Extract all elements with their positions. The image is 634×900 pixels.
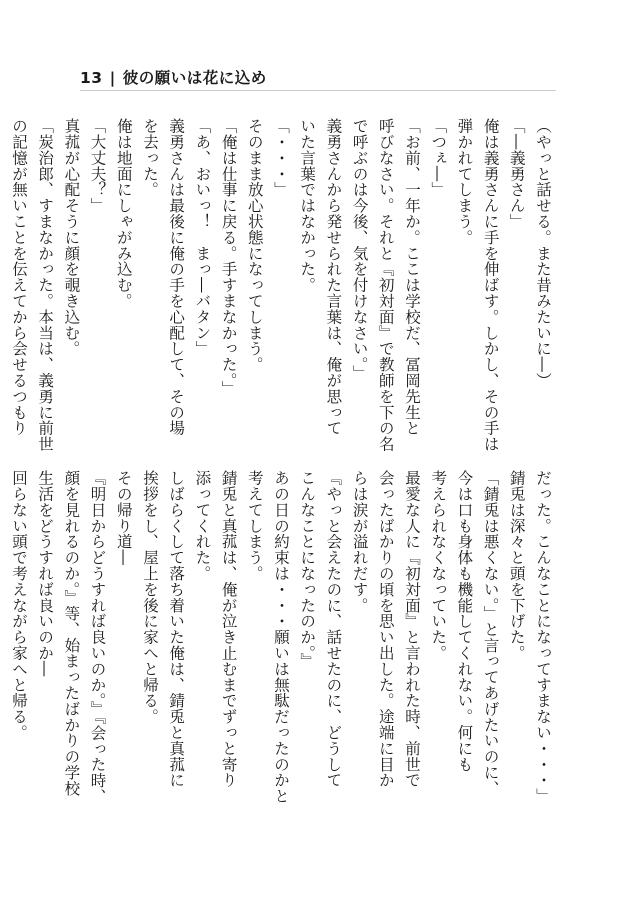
text-column: いた言葉ではなかった。: [298, 118, 317, 293]
header-separator: |: [109, 69, 116, 87]
text-column: 義勇さんは最後に俺の手を心配して、その場: [167, 118, 186, 436]
text-column: 「錆兎は悪くない。」と言ってあげたいのに、: [481, 470, 500, 797]
text-column: 「炭治郎、すまなかった。本当は、義勇に前世: [36, 118, 55, 452]
text-column: で呼ぶのは今後、気を付けなさい。」: [350, 118, 369, 381]
text-column: こんなことになったのか。』: [298, 470, 317, 669]
text-column: あの日の約束は・・・願いは無駄だったのかと: [271, 470, 290, 804]
text-column: 『明日からどうすれば良いのか。』『会った時、: [88, 470, 107, 805]
text-column: 「・・・」: [271, 118, 290, 198]
text-column: 考えられなくなっていた。: [429, 470, 448, 661]
text-column: 生活をどうすれば良いのか―: [36, 470, 55, 677]
running-header: [80, 66, 267, 88]
text-column: 「つぇ―」: [429, 118, 448, 198]
text-column: その帰り道―: [114, 470, 133, 566]
text-column: 「あ、おいっ！ まっ―バタン」: [193, 118, 212, 357]
header-rule: [80, 90, 556, 91]
text-column: 俺は義勇さんに手を伸ばす。しかし、その手は: [481, 118, 500, 452]
text-column: （やっと話せる。また昔みたいに―）: [534, 118, 552, 389]
text-column: 「俺は仕事に戻る。手すまなかった。」: [219, 118, 238, 397]
text-column: 今は口も身体も機能してくれない。何にも: [455, 470, 474, 773]
text-column: 会ったばかりの頃を思い出した。途端に目か: [376, 470, 395, 788]
text-column: らは涙が溢れだす。: [350, 470, 369, 614]
text-column: 回らない頭で考えながら家へと帰る。: [9, 470, 28, 741]
page-number: 13: [80, 69, 103, 87]
text-column: 呼びなさい。それと『初対面』で教師を下の名: [376, 118, 395, 452]
text-column: そのまま放心状態になってしまう。: [245, 118, 264, 373]
text-column: 考えてしまう。: [245, 470, 264, 582]
text-column: 最愛な人に『初対面』と言われた時、前世で: [402, 470, 421, 788]
text-column: だった。こんなことになってすまない・・・」: [534, 470, 552, 804]
text-tier-upper: [9, 118, 556, 454]
text-column: 挨拶をし、屋上を後に家へと帰る。: [140, 470, 159, 725]
text-tier-lower: [9, 470, 556, 806]
text-column: 「―義勇さん」: [507, 118, 526, 230]
chapter-title: 彼の願いは花に込め: [122, 69, 267, 87]
text-column: の記憶が無いことを伝えてから会せるつもり: [9, 118, 28, 436]
text-column: 錆兎と真菰は、俺が泣き止むまでずっと寄り: [219, 470, 238, 788]
text-column: しばらくして落ち着いた俺は、錆兎と真菰に: [167, 470, 186, 788]
text-column: を去った。: [140, 118, 159, 198]
text-column: 弾かれてしまう。: [455, 118, 474, 246]
text-column: 「大丈夫？」: [88, 118, 107, 214]
text-column: 顔を見れるのか。』等、始まったばかりの学校: [62, 470, 81, 797]
text-column: 「お前、一年か。ここは学校だ、冨岡先生と: [402, 118, 421, 436]
text-column: 添ってくれた。: [193, 470, 212, 582]
text-column: 義勇さんから発せられた言葉は、俺が思って: [324, 118, 343, 436]
text-column: 真菰が心配そうに顔を覗き込む。: [62, 118, 81, 357]
text-column: 『やっと会えたのに、話せたのに、どうして: [324, 470, 343, 788]
text-column: 錆兎は深々と頭を下げた。: [507, 470, 526, 661]
text-column: 俺は地面にしゃがみ込む。: [114, 118, 133, 309]
